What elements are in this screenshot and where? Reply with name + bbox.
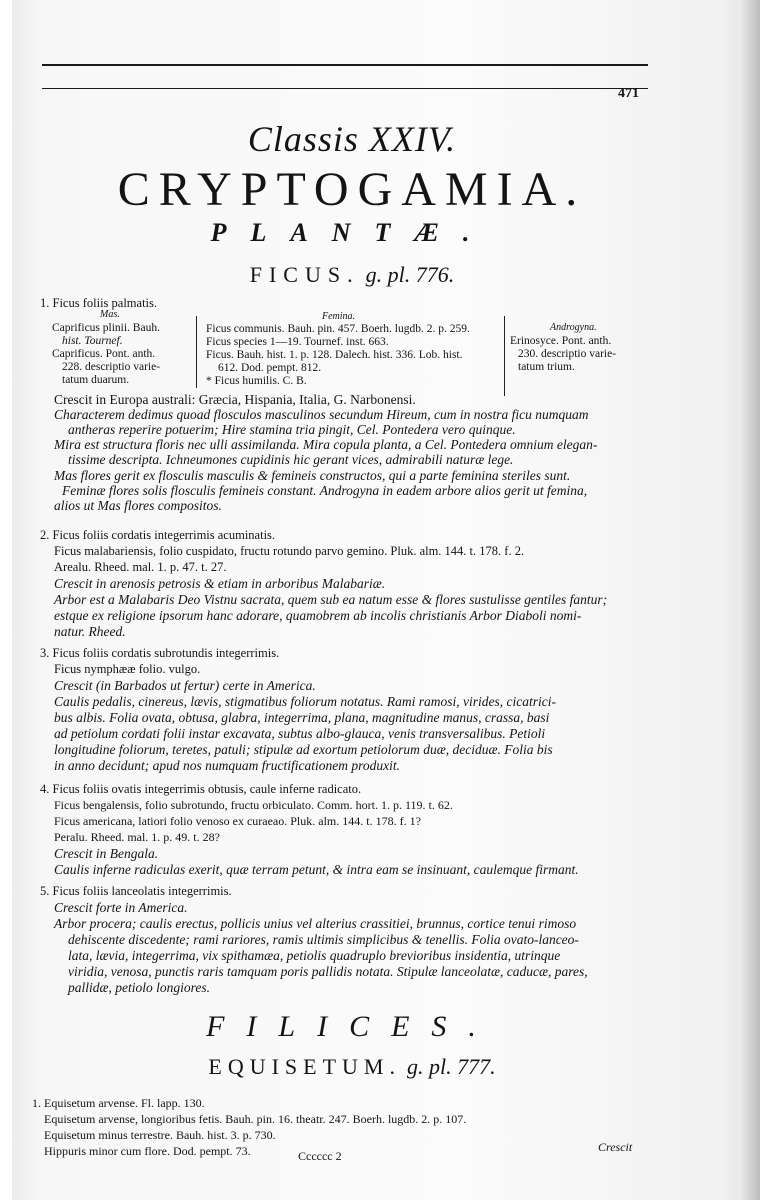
text-line: pallidæ, petiolo longiores. — [68, 980, 211, 995]
equisetum-line: Equisetum arvense, longioribus fetis. Bauh. pin. 16. theatr. 247. Boerh. lugdb. 2. p. 107. — [44, 1112, 467, 1126]
species-4-heading: 4. Ficus foliis ovatis integerrimis obtusis, caule inferne radicato. — [40, 782, 362, 796]
species-3-heading: 3. Ficus foliis cordatis subrotundis integerrimis. — [40, 646, 280, 660]
text-line: Ficus americana, latiori folio venoso ex curaeao. Pluk. alm. 144. t. 178. f. 1? — [54, 814, 421, 828]
genus-ref: g. pl. 776. — [365, 262, 455, 287]
text-line: dehiscente discedente; rami rariores, ramis ultimis simplicibus & tenellis. Folia ovato-lanceo- — [68, 932, 579, 947]
plantae-heading: PLANTÆ. — [210, 218, 494, 247]
text-line: Caulis inferne radiculas exerit, quæ terram petunt, & intra eam se insinuant, caulemque firmant. — [54, 862, 579, 877]
text-line: tissime descripta. Ichneumones cupidinis hic gerant vices, admirabili naturæ lege. — [68, 452, 514, 467]
species-1-heading: 1. Ficus foliis palmatis. — [40, 296, 158, 310]
mas-line: Caprificus. Pont. anth. — [52, 348, 156, 360]
mas-line: 228. descriptio varie- — [62, 361, 161, 373]
androgyna-label: Androgyna. — [550, 322, 597, 333]
text-line: Characterem dedimus quoad flosculos masculinos secundum Hireum, cum in nostra ficu numquam — [54, 407, 589, 422]
femina-line: 612. Dod. pempt. 812. — [218, 362, 322, 374]
text-line: longitudine foliorum, teretes, patuli; stipulæ ad exortum petiolorum duæ, deciduæ. Folia bis — [54, 742, 553, 757]
binding-shadow — [738, 0, 760, 1200]
genus-ref: g. pl. 777. — [406, 1054, 496, 1079]
species-2-heading: 2. Ficus foliis cordatis integerrimis acuminatis. — [40, 528, 276, 542]
genus-heading-equisetum — [32, 1054, 672, 1081]
class-title: CRYPTOGAMIA. — [117, 163, 587, 216]
text-line: Feminæ flores solis flosculis femineis constant. Androgyna in eadem arbore alios gerit ut femina, — [62, 483, 588, 498]
text-line: in anno decidunt; apud nos numquam fructificationem produxit. — [54, 758, 400, 773]
genus-name: FICUS. — [249, 262, 360, 287]
text-line: viridia, venosa, punctis raris tamquam poris pallidis notata. Stipulæ lanceolatæ, caducæ, pares, — [68, 964, 588, 979]
text-line: Arbor procera; caulis erectus, pollicis unius vel alterius crassitiei, brunnus, cortice tenui rimoso — [54, 916, 577, 931]
catchword: Crescit — [598, 1140, 633, 1154]
text-line: Crescit forte in America. — [54, 900, 188, 915]
text-line: Arbor est a Malabaris Deo Vistnu sacrata, quem sub ea natum esse & flores sustulisse gentiles fantur; — [54, 592, 608, 607]
text-line: natur. Rheed. — [54, 624, 126, 639]
column-divider — [504, 316, 505, 396]
column-divider — [196, 316, 197, 388]
text-line: Crescit in Europa australi: Græcia, Hispania, Italia, G. Narbonensi. — [54, 392, 416, 407]
species-5-heading: 5. Ficus foliis lanceolatis integerrimis. — [40, 884, 232, 898]
text-line: antheras reperire potuerim; Hire stamina tria pingit, Cel. Pontedera vero quinque. — [68, 422, 516, 437]
header-rule — [42, 88, 648, 89]
mas-line: Caprificus plinii. Bauh. — [52, 322, 160, 334]
signature-mark: Cccccc 2 — [298, 1149, 342, 1163]
text-line: Ficus nymphææ folio. vulgo. — [54, 662, 201, 676]
femina-line: Ficus species 1—19. Tournef. inst. 663. — [206, 336, 389, 348]
text-line: bus albis. Folia ovata, obtusa, glabra, integerrima, plana, magnitudine manus, crassa, basi — [54, 710, 550, 725]
text-line: Caulis pedalis, cinereus, lævis, stigmatibus foliorum notatus. Rami ramosi, virides, cicatrici- — [54, 694, 556, 709]
femina-line: * Ficus humilis. C. B. — [206, 375, 307, 387]
equisetum-line: 1. Equisetum arvense. Fl. lapp. 130. — [32, 1096, 205, 1110]
filices-heading: FILICES. — [206, 1010, 498, 1043]
femina-line: Ficus communis. Bauh. pin. 457. Boerh. lugdb. 2. p. 259. — [206, 323, 470, 335]
androgyna-line: tatum trium. — [518, 361, 575, 373]
androgyna-line: Erinosyce. Pont. anth. — [510, 335, 612, 347]
mas-line: hist. Tournef. — [62, 335, 123, 347]
text-line: lata, lævia, integerrima, vix spithamæa, petiolis quadruplo brevioribus insidentia, utrinque — [68, 948, 561, 963]
page-number: 471 — [618, 86, 639, 101]
text-line: ad petiolum cordati folii instar excavata, subtus albo-glauca, venis transversalibus. Petioli — [54, 726, 546, 741]
classis-heading: Classis XXIV. — [247, 119, 457, 159]
equisetum-line: Equisetum minus terrestre. Bauh. hist. 3. p. 730. — [44, 1128, 276, 1142]
top-rule — [42, 64, 648, 66]
text-line: Crescit in arenosis petrosis & etiam in arboribus Malabariæ. — [54, 576, 386, 591]
text-line: Crescit in Bengala. — [54, 846, 159, 861]
text-line: estque ex religione ipsorum hanc adorare, quamobrem ab incolis christianis Arbor Diaboli nomi- — [54, 608, 582, 623]
text-line: Ficus malabariensis, folio cuspidato, fructu rotundo parvo gemino. Pluk. alm. 144. t. 178. f. 2. — [54, 544, 525, 558]
mas-line: tatum duarum. — [62, 374, 130, 386]
androgyna-line: 230. descriptio varie- — [518, 348, 617, 360]
equisetum-line: Hippuris minor cum flore. Dod. pempt. 73. — [44, 1144, 251, 1158]
femina-label: Femina. — [322, 311, 356, 322]
book-page — [12, 0, 760, 1200]
text-line: Peralu. Rheed. mal. 1. p. 49. t. 28? — [54, 830, 220, 844]
text-line: alios ut Mas flores compositos. — [54, 498, 222, 513]
text-line: Crescit (in Barbados ut fertur) certe in America. — [54, 678, 316, 693]
text-line: Ficus bengalensis, folio subrotundo, fructu orbiculato. Comm. hort. 1. p. 119. t. 62. — [54, 798, 453, 812]
text-line: Arealu. Rheed. mal. 1. p. 47. t. 27. — [54, 560, 227, 574]
text-line: Mira est structura floris nec ulli assimilanda. Mira copula planta, a Cel. Pontedera omnium elegan- — [54, 437, 598, 452]
mas-label: Mas. — [100, 309, 120, 320]
genus-heading-ficus — [32, 262, 672, 289]
text-line: Mas flores gerit ex flosculis masculis & femineis constructos, qui a parte feminina steriles sunt. — [54, 468, 571, 483]
femina-line: Ficus. Bauh. hist. 1. p. 128. Dalech. hist. 336. Lob. hist. — [206, 349, 463, 361]
genus-name: EQUISETUM. — [208, 1054, 401, 1079]
